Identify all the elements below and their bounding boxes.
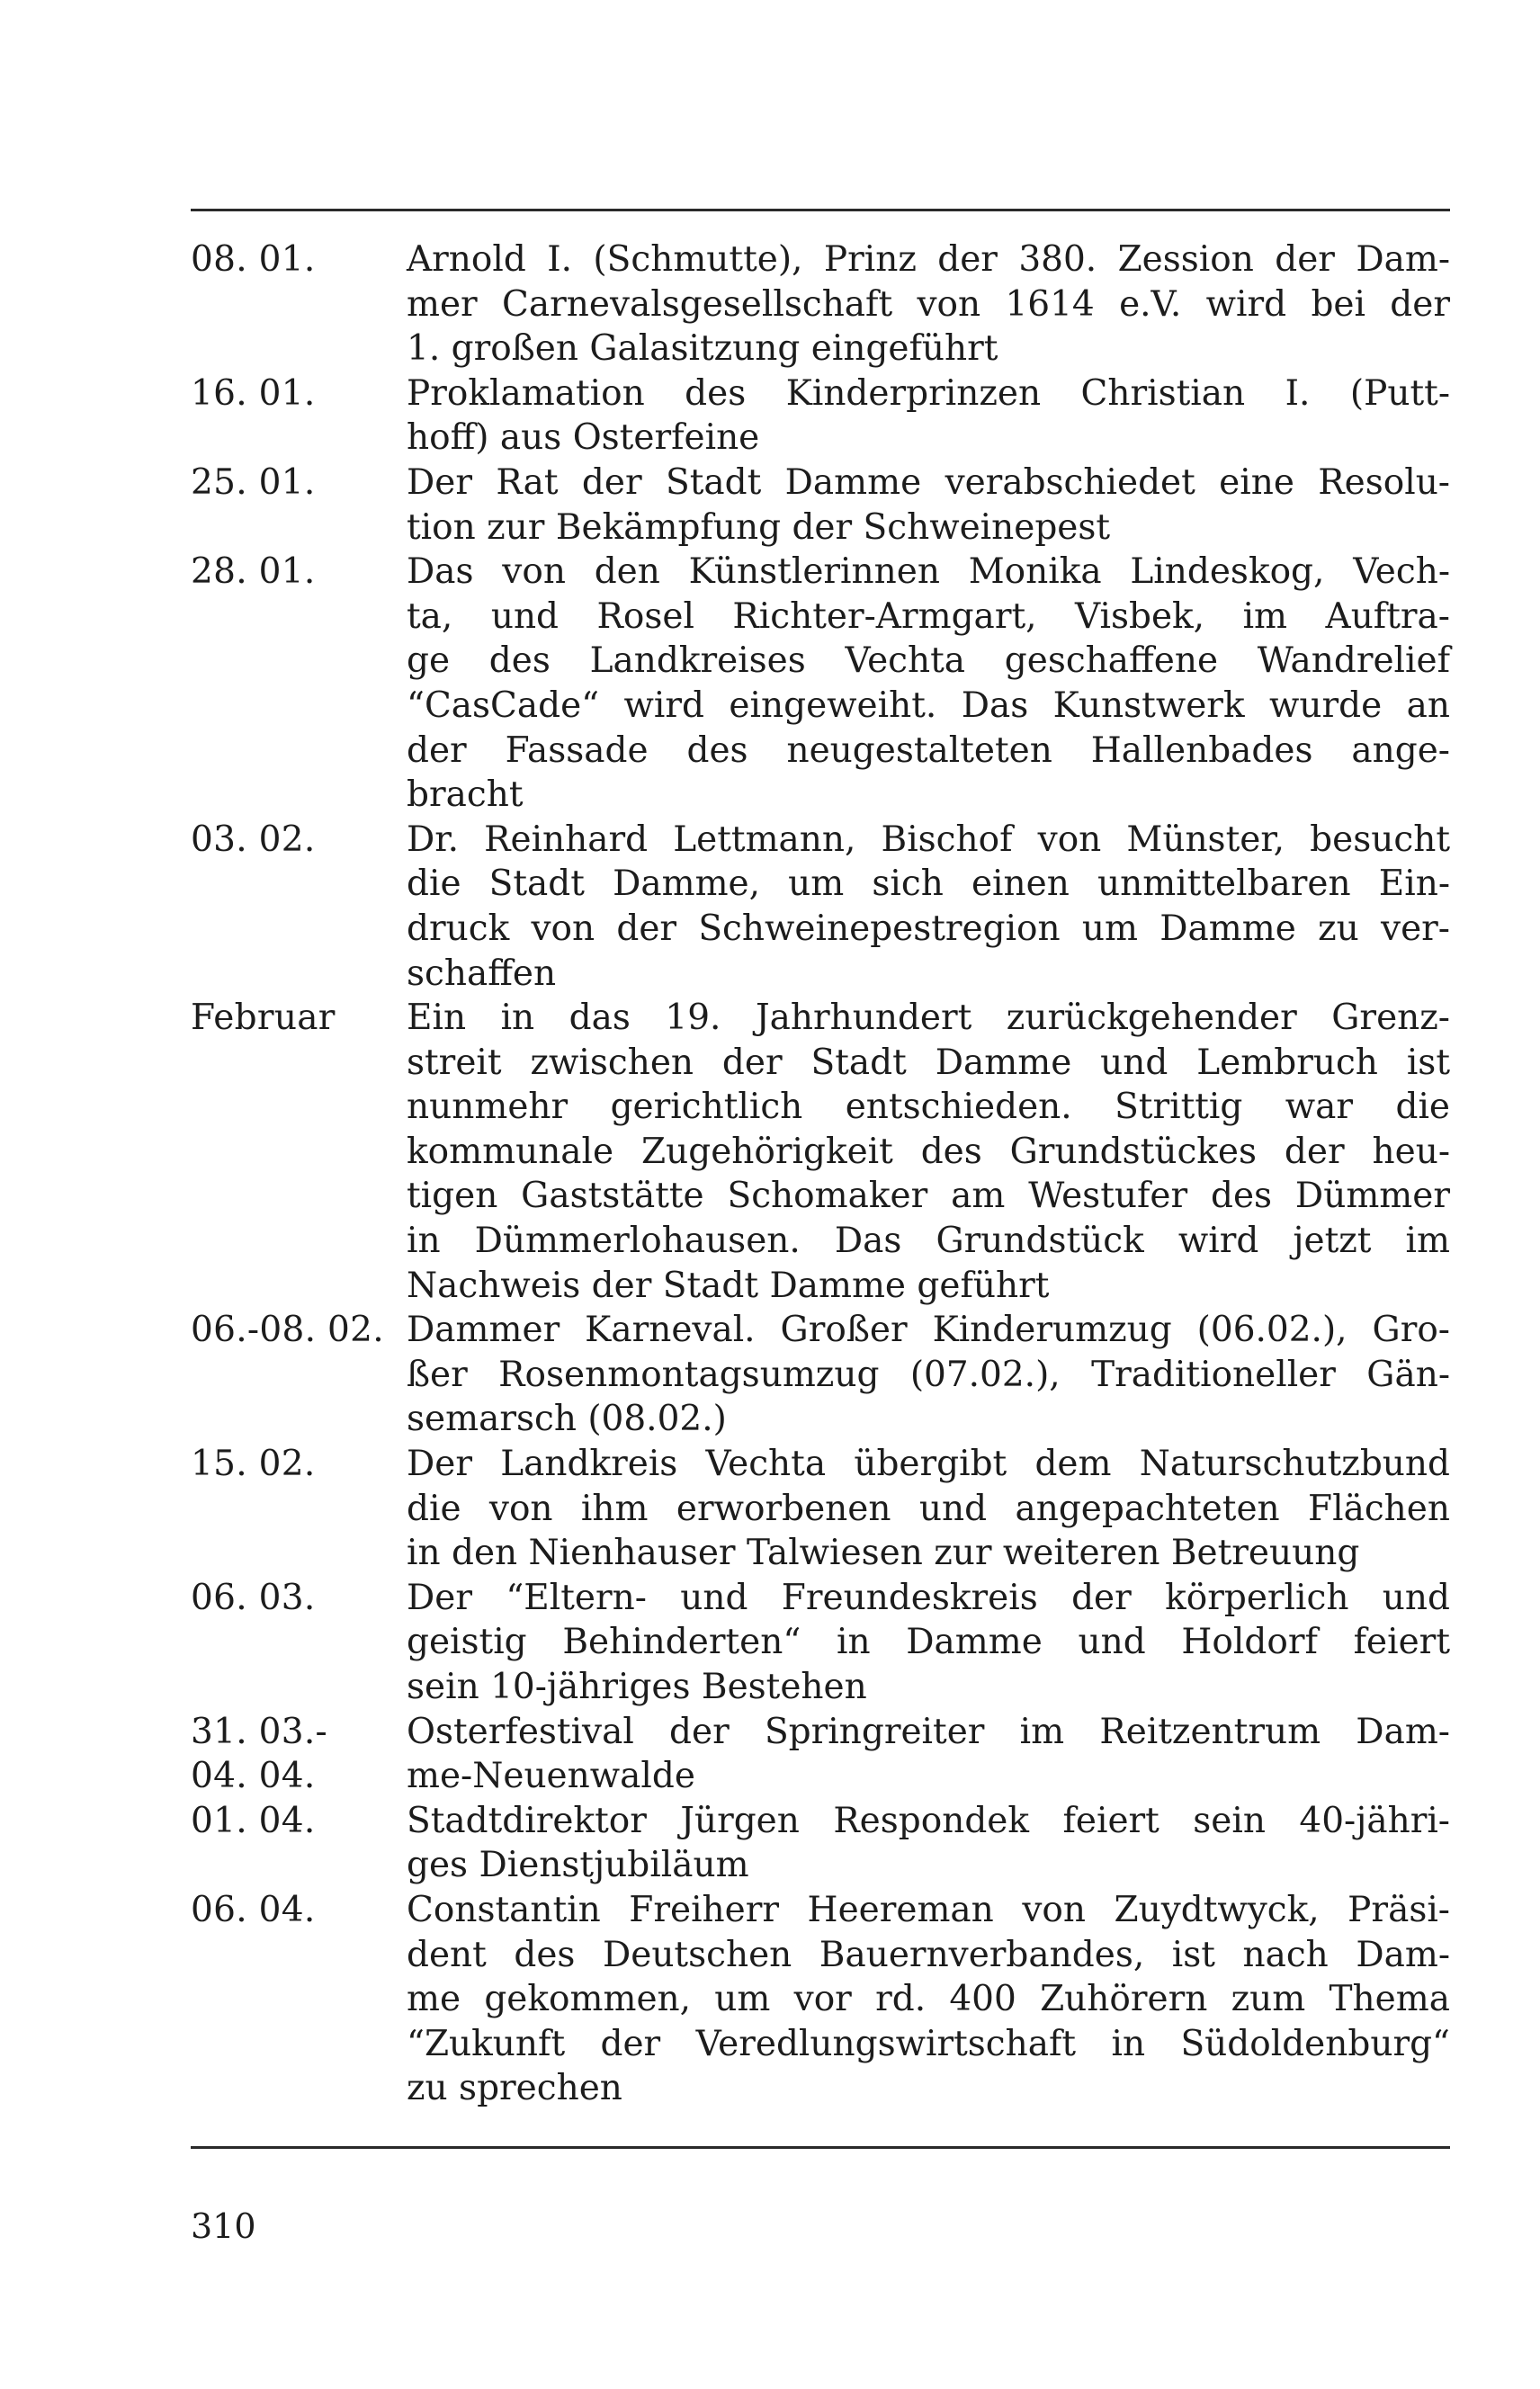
entry-text-line: kommunale Zugehörigkeit des Grundstückes der heu- <box>407 1131 1450 1172</box>
entry-text <box>407 1308 1450 1442</box>
entry-text-line: ges Dienstjubiläum <box>407 1845 749 1886</box>
entry-text-line: Der Landkreis Vechta übergibt dem Naturschutzbund <box>407 1444 1450 1485</box>
entry-text-line: tion zur Bekämpfung der Schweinepest <box>407 506 1111 548</box>
entry-text-line: “CasCade“ wird eingeweiht. Das Kunstwerk wurde an <box>407 684 1450 726</box>
entry-date <box>191 1888 407 1933</box>
entry-text-line: Das von den Künstlerinnen Monika Lindeskog, Vech- <box>407 551 1450 593</box>
entry-date <box>191 1799 407 1844</box>
entry-text-line: ßer Rosenmontagsumzug (07.02.), Traditioneller Gän- <box>407 1354 1450 1395</box>
entry-date-line: Februar <box>191 998 336 1039</box>
entry-text-line: sein 10-jähriges Bestehen <box>407 1667 867 1707</box>
entry-text-line: in Dümmerlohausen. Das Grundstück wird jetzt im <box>407 1221 1450 1262</box>
entry-date <box>191 461 407 506</box>
chronicle-entry <box>191 1442 1450 1576</box>
chronicle-entries <box>191 237 1450 2111</box>
entry-text-line: streit zwischen der Stadt Damme und Lembruch ist <box>407 1042 1450 1083</box>
chronicle-entry <box>191 1308 1450 1442</box>
entry-text-line: “Zukunft der Veredlungswirtschaft in Südoldenburg“ <box>407 2023 1450 2064</box>
entry-text <box>407 461 1450 550</box>
entry-date-line: 28. 01. <box>191 551 316 593</box>
entry-date-line: 03. 02. <box>191 819 316 860</box>
entry-text-line: nunmehr gerichtlich entschieden. Strittig war die <box>407 1087 1450 1128</box>
entry-text-line: geistig Behinderten“ in Damme und Holdorf feiert <box>407 1622 1450 1663</box>
chronicle-entry <box>191 1799 1450 1888</box>
entry-date <box>191 371 407 416</box>
entry-date-line: 06. 04. <box>191 1889 316 1930</box>
entry-text-line: Constantin Freiherr Heereman von Zuydtwyck, Präsi- <box>407 1889 1450 1930</box>
entry-text-line: 1. großen Galasitzung eingeführt <box>407 328 998 370</box>
entry-text <box>407 1576 1450 1710</box>
chronicle-entry <box>191 371 1450 461</box>
entry-text-line: me-Neuenwalde <box>407 1756 695 1797</box>
entry-text-line: in den Nienhauser Talwiesen zur weiteren Betreuung <box>407 1533 1360 1574</box>
entry-text-line: Ein in das 19. Jahrhundert zurückgehender Grenz- <box>407 998 1450 1039</box>
chronicle-entry <box>191 1888 1450 2111</box>
entry-text <box>407 237 1450 371</box>
entry-text-line: semarsch (08.02.) <box>407 1399 727 1440</box>
entry-date-line: 08. 01. <box>191 239 316 280</box>
entry-text-line: Dammer Karneval. Großer Kinderumzug (06.02.), Gro- <box>407 1310 1450 1351</box>
entry-text-line: ge des Landkreises Vechta geschaffene Wandrelief <box>407 640 1450 682</box>
entry-text <box>407 1799 1450 1888</box>
entry-text <box>407 371 1450 461</box>
entry-text-line: zu sprechen <box>407 2068 622 2109</box>
entry-text-line: Der Rat der Stadt Damme verabschiedet eine Resolu- <box>407 461 1450 503</box>
page-number: 310 <box>191 2206 256 2246</box>
entry-text <box>407 1710 1450 1799</box>
top-rule <box>191 209 1450 211</box>
entry-date-line: 15. 02. <box>191 1444 316 1485</box>
entry-text-line: Osterfestival der Springreiter im Reitzentrum Dam- <box>407 1711 1450 1752</box>
entry-text-line: schaffen <box>407 953 557 994</box>
chronicle-entry <box>191 996 1450 1308</box>
entry-text-line: die Stadt Damme, um sich einen unmittelbaren Ein- <box>407 863 1450 905</box>
entry-text-line: druck von der Schweinepestregion um Damme zu ver- <box>407 908 1450 949</box>
chronicle-entry <box>191 818 1450 996</box>
entry-text <box>407 996 1450 1308</box>
entry-text-line: Dr. Reinhard Lettmann, Bischof von Münster, besucht <box>407 819 1450 860</box>
entry-text <box>407 1888 1450 2111</box>
entry-date-line: 01. 04. <box>191 1800 316 1841</box>
entry-date <box>191 1442 407 1487</box>
entry-text-line: der Fassade des neugestalteten Hallenbades ange- <box>407 729 1450 771</box>
entry-text-line: die von ihm erworbenen und angepachteten Flächen <box>407 1488 1450 1529</box>
entry-date <box>191 996 407 1041</box>
entry-date <box>191 1308 407 1353</box>
entry-text <box>407 1442 1450 1576</box>
entry-text-line: ta, und Rosel Richter-Armgart, Visbek, im Auftra- <box>407 595 1450 637</box>
chronicle-entry <box>191 1710 1450 1799</box>
chronicle-entry <box>191 461 1450 550</box>
entry-date-line: 04. 04. <box>191 1756 316 1797</box>
entry-date <box>191 550 407 595</box>
entry-date-line: 06.-08. 02. <box>191 1310 384 1351</box>
entry-text-line: Der “Eltern- und Freundeskreis der körperlich und <box>407 1577 1450 1618</box>
entry-text <box>407 818 1450 996</box>
entry-text-line: bracht <box>407 774 524 816</box>
chronicle-entry <box>191 550 1450 818</box>
entry-text-line: Nachweis der Stadt Damme geführt <box>407 1265 1050 1306</box>
entry-text-line: hoff) aus Osterfeine <box>407 417 760 459</box>
entry-date-line: 16. 01. <box>191 372 316 414</box>
entry-text-line: Arnold I. (Schmutte), Prinz der 380. Zession der Dam- <box>407 239 1450 280</box>
entry-text-line: dent des Deutschen Bauernverbandes, ist nach Dam- <box>407 1934 1450 1975</box>
entry-date <box>191 1710 407 1799</box>
entry-text-line: mer Carnevalsgesellschaft von 1614 e.V. wird bei der <box>407 283 1450 325</box>
entry-date-line: 25. 01. <box>191 461 316 503</box>
entry-date <box>191 237 407 282</box>
entry-text <box>407 550 1450 818</box>
chronicle-entry <box>191 1576 1450 1710</box>
entry-text-line: me gekommen, um vor rd. 400 Zuhörern zum Thema <box>407 1979 1450 2020</box>
bottom-rule <box>191 2146 1450 2149</box>
entry-date <box>191 818 407 863</box>
entry-text-line: Proklamation des Kinderprinzen Christian I. (Putt- <box>407 372 1450 414</box>
entry-text-line: tigen Gaststätte Schomaker am Westufer des Dümmer <box>407 1176 1450 1217</box>
entry-date-line: 31. 03.- <box>191 1711 328 1752</box>
entry-date-line: 06. 03. <box>191 1577 316 1618</box>
entry-text-line: Stadtdirektor Jürgen Respondek feiert sein 40-jähri- <box>407 1800 1450 1841</box>
chronicle-entry <box>191 237 1450 371</box>
entry-date <box>191 1576 407 1621</box>
